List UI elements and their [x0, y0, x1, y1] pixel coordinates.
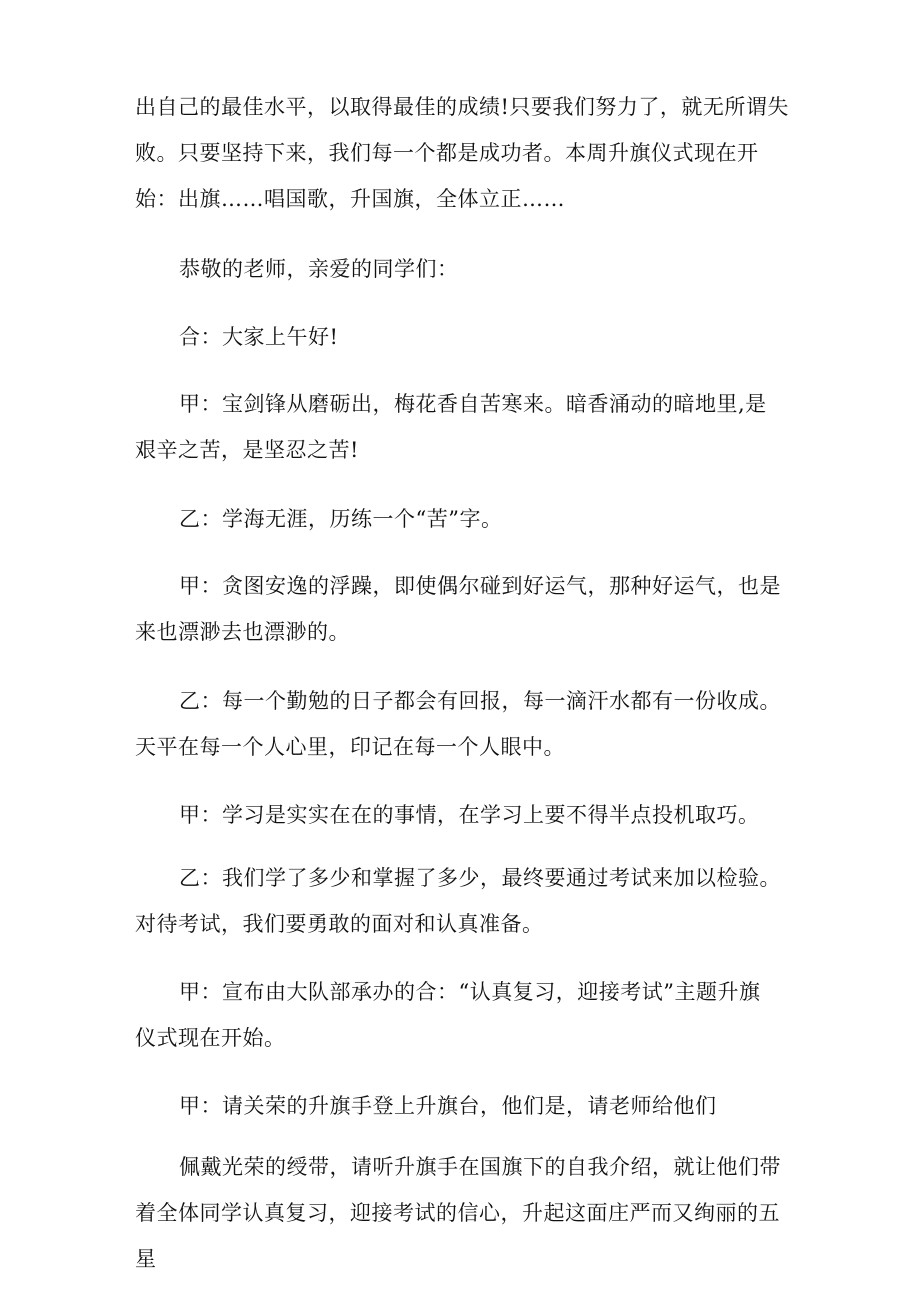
paragraph-line: 甲：学习是实实在在的事情，在学习上要不得半点投机取巧。: [179, 803, 760, 827]
paragraph-line: 败。只要坚持下来，我们每一个都是成功者。本周升旗仪式现在开: [135, 141, 759, 165]
paragraph-7: [135, 678, 800, 770]
paragraph-line: 甲：请关荣的升旗手登上升旗台，他们是，请老师给他们: [179, 1094, 717, 1118]
paragraph-6: [135, 563, 800, 655]
paragraph-line: 甲：宝剑锋从磨砺出，梅花香自苦寒来。暗香涌动的暗地里,是: [179, 392, 767, 416]
paragraph-line: 佩戴光荣的绶带，请听升旗手在国旗下的自我介绍，就让他们带: [179, 1155, 781, 1179]
paragraph-line: 仪式现在开始。: [135, 1026, 286, 1050]
paragraph-line: 乙：我们学了多少和掌握了多少，最终要通过考试来加以检验。: [179, 866, 781, 890]
paragraph-line: 着全体同学认真复习，迎接考试的信心，升起这面庄严而又绚丽的五星: [135, 1201, 780, 1271]
paragraph-8: [135, 792, 800, 838]
paragraph-line: 始：出旗……唱国歌，升国旗，全体立正……: [135, 187, 565, 211]
paragraph-line: 天平在每一个人心里，印记在每一个人眼中。: [135, 735, 565, 759]
paragraph-line: 艰辛之苦，是坚忍之苦!: [135, 438, 359, 462]
paragraph-5: [135, 496, 800, 542]
paragraph-line: 合：大家上午好!: [179, 325, 339, 349]
paragraph-line: 出自己的最佳水平，以取得最佳的成绩!只要我们努力了，就无所谓失: [135, 95, 789, 119]
paragraph-2: [135, 246, 800, 292]
paragraph-10: [135, 969, 800, 1061]
paragraph-4: [135, 381, 800, 473]
paragraph-line: 乙：每一个勤勉的日子都会有回报，每一滴汗水都有一份收成。: [179, 689, 781, 713]
paragraph-line: 乙：学海无涯，历练一个“苦”字。: [179, 507, 503, 531]
paragraph-1: [135, 84, 800, 222]
paragraph-line: 甲：宣布由大队部承办的合：“认真复习，迎接考试”主题升旗: [179, 980, 761, 1004]
paragraph-12: [135, 1144, 800, 1282]
paragraph-line: 恭敬的老师，亲爱的同学们：: [179, 257, 459, 281]
paragraph-11: [135, 1083, 800, 1129]
paragraph-3: [135, 314, 800, 360]
paragraph-line: 来也漂渺去也漂渺的。: [135, 620, 350, 644]
paragraph-line: 对待考试，我们要勇敢的面对和认真准备。: [135, 912, 544, 936]
paragraph-line: 甲：贪图安逸的浮躁，即使偶尔碰到好运气，那种好运气，也是: [179, 574, 781, 598]
paragraph-9: [135, 855, 800, 947]
